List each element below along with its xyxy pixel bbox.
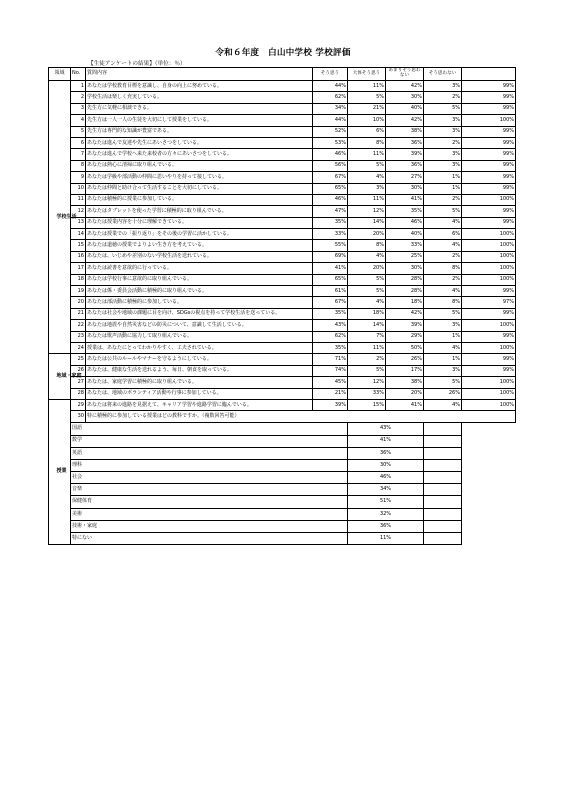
question-text: あなたは進んで友達や先生にあいさつをしている。	[86, 137, 313, 148]
question-text: あなたは部活動に積極的に参加している。	[86, 297, 313, 308]
value-c1: 53%	[313, 137, 348, 148]
value-c3: 20%	[386, 388, 424, 399]
subject-value: 34%	[348, 484, 424, 496]
value-c1: 45%	[313, 377, 348, 388]
value-c5: 99%	[462, 286, 516, 297]
value-c3: 36%	[386, 137, 424, 148]
subject-value: 41%	[348, 435, 424, 447]
value-c5: 100%	[462, 194, 516, 205]
table-row	[49, 399, 516, 410]
value-c2: 18%	[348, 308, 386, 319]
value-c4: 3%	[424, 115, 462, 126]
table-row	[49, 126, 516, 137]
header-no: No.	[71, 68, 86, 81]
page-subtitle: 【生徒アンケートの結果】（単位：％）	[88, 61, 186, 67]
table-row	[49, 274, 516, 285]
question-text: 特に積極的に参加している授業はどの教科ですか。（複数回答可能）	[86, 411, 516, 423]
value-c1: 62%	[313, 331, 348, 342]
table-row	[49, 92, 516, 103]
subject-name: 美術	[71, 508, 348, 520]
value-c5: 99%	[462, 217, 516, 228]
value-c4: 3%	[424, 126, 462, 137]
value-c5: 99%	[462, 308, 516, 319]
value-c3: 26%	[386, 354, 424, 365]
value-c3: 36%	[386, 160, 424, 171]
question-number: 26	[71, 365, 86, 376]
value-c4: 1%	[424, 331, 462, 342]
table-row	[49, 160, 516, 171]
subject-name: 社会	[71, 472, 348, 484]
subject-name: 数学	[71, 435, 348, 447]
value-c4: 6%	[424, 229, 462, 240]
blank-cell	[424, 496, 462, 508]
table-row	[49, 149, 516, 160]
value-c5: 99%	[462, 81, 516, 92]
value-c5: 99%	[462, 149, 516, 160]
question-number: 4	[71, 115, 86, 126]
question-text: あなたは、家庭学習に積極的に取り組んでいる。	[86, 377, 313, 388]
value-c4: 2%	[424, 251, 462, 262]
value-c3: 41%	[386, 399, 424, 410]
question-text: あなたは授業での「振り返り」をその後の学習に活かしている。	[86, 229, 313, 240]
value-c2: 2%	[348, 354, 386, 365]
table-row	[49, 377, 516, 388]
value-c1: 61%	[313, 286, 348, 297]
value-c3: 30%	[386, 183, 424, 194]
table-row	[49, 240, 516, 251]
survey-table	[48, 67, 516, 545]
value-c2: 12%	[348, 377, 386, 388]
value-c4: 1%	[424, 354, 462, 365]
value-c3: 42%	[386, 81, 424, 92]
value-c3: 35%	[386, 206, 424, 217]
value-c4: 26%	[424, 388, 462, 399]
question-number: 3	[71, 103, 86, 114]
value-c3: 40%	[386, 103, 424, 114]
subject-row	[49, 447, 516, 459]
subject-value: 30%	[348, 459, 424, 471]
value-c5: 99%	[462, 331, 516, 342]
subject-row	[49, 484, 516, 496]
value-c3: 42%	[386, 115, 424, 126]
value-c1: 47%	[313, 206, 348, 217]
question-text: あなたは進んで学校へ来た来校者の方々にあいさつをしている。	[86, 149, 313, 160]
value-c4: 1%	[424, 172, 462, 183]
subject-name: 国語	[71, 423, 348, 435]
question-number: 29	[71, 399, 86, 410]
value-c1: 62%	[313, 92, 348, 103]
question-text: あなたは、いじめや差別のない学校生活を送れている。	[86, 251, 313, 262]
value-c5: 100%	[462, 251, 516, 262]
subject-name: 理科	[71, 459, 348, 471]
table-row	[49, 251, 516, 262]
question-text: 学校生活は楽しく充実している。	[86, 92, 313, 103]
table-row-q30	[49, 411, 516, 423]
question-number: 21	[71, 308, 86, 319]
value-c4: 5%	[424, 308, 462, 319]
blank-cell	[424, 520, 462, 532]
question-text: あなたは社会や地域の課題に目を向け、SDGsの視点を持って学校生活を送っている。	[86, 308, 313, 319]
value-c2: 8%	[348, 240, 386, 251]
value-c2: 5%	[348, 274, 386, 285]
subject-row	[49, 472, 516, 484]
question-number: 11	[71, 194, 86, 205]
blank-cell	[424, 459, 462, 471]
header-area: 領域	[49, 68, 71, 81]
value-c1: 44%	[313, 81, 348, 92]
value-c1: 46%	[313, 194, 348, 205]
value-c2: 6%	[348, 126, 386, 137]
value-c2: 8%	[348, 137, 386, 148]
value-c4: 5%	[424, 377, 462, 388]
value-c4: 5%	[424, 103, 462, 114]
value-c1: 69%	[313, 251, 348, 262]
subject-value: 32%	[348, 508, 424, 520]
value-c2: 5%	[348, 286, 386, 297]
question-number: 2	[71, 92, 86, 103]
header-c1: そう思う	[313, 68, 348, 81]
value-c5: 99%	[462, 354, 516, 365]
value-c3: 38%	[386, 377, 424, 388]
question-text: 先生方は専門的な知識が豊富である。	[86, 126, 313, 137]
question-text: あなたは授業内容を十分に理解できている。	[86, 217, 313, 228]
question-number: 22	[71, 320, 86, 331]
question-number: 13	[71, 217, 86, 228]
subject-value: 11%	[348, 533, 424, 545]
value-c5: 99%	[462, 365, 516, 376]
question-number: 9	[71, 172, 86, 183]
value-c2: 4%	[348, 172, 386, 183]
value-c3: 38%	[386, 126, 424, 137]
subject-row	[49, 533, 516, 545]
value-c3: 40%	[386, 229, 424, 240]
area-school-life	[49, 81, 77, 354]
subject-name: 保健体育	[71, 496, 348, 508]
question-text: あなたは読書を意欲的に行っている。	[86, 263, 313, 274]
page-title: 令和６年度 白山中学校 学校評価	[215, 48, 351, 58]
value-c5: 100%	[462, 320, 516, 331]
question-text: あなたは、健康な生活を送れるよう、毎日、朝食を取っている。	[86, 365, 313, 376]
question-number: 1	[71, 81, 86, 92]
blank-cell	[424, 435, 462, 447]
value-c3: 28%	[386, 286, 424, 297]
question-text: あなたは学校行事に意欲的に取り組んでいる。	[86, 274, 313, 285]
table-row	[49, 388, 516, 399]
question-number: 12	[71, 206, 86, 217]
table-row	[49, 183, 516, 194]
value-c1: 65%	[313, 274, 348, 285]
value-c4: 3%	[424, 160, 462, 171]
table-row	[49, 229, 516, 240]
table-row	[49, 137, 516, 148]
question-text: 授業は、あなたにとってわかりやすく、工夫されている。	[86, 342, 313, 353]
value-c5: 99%	[462, 206, 516, 217]
value-c4: 2%	[424, 274, 462, 285]
question-text: あなたは係・委員会活動に積極的に取り組んでいる。	[86, 286, 313, 297]
value-c5: 100%	[462, 240, 516, 251]
value-c1: 55%	[313, 240, 348, 251]
table-row	[49, 297, 516, 308]
blank-cell	[424, 508, 462, 520]
table-row	[49, 308, 516, 319]
value-c3: 41%	[386, 194, 424, 205]
value-c5: 100%	[462, 115, 516, 126]
value-c4: 8%	[424, 263, 462, 274]
value-c2: 11%	[348, 342, 386, 353]
subject-name: 英語	[71, 447, 348, 459]
value-c2: 4%	[348, 251, 386, 262]
subject-row	[49, 435, 516, 447]
value-c3: 25%	[386, 251, 424, 262]
value-c5: 99%	[462, 183, 516, 194]
header-c3: あまりそう思わない	[386, 68, 424, 81]
value-c4: 4%	[424, 286, 462, 297]
value-c3: 30%	[386, 263, 424, 274]
value-c4: 2%	[424, 137, 462, 148]
value-c4: 2%	[424, 92, 462, 103]
value-c3: 27%	[386, 172, 424, 183]
header-c2: 大体そう思う	[348, 68, 386, 81]
value-c1: 35%	[313, 342, 348, 353]
subject-name: 音楽	[71, 484, 348, 496]
question-number: 5	[71, 126, 86, 137]
value-c5: 100%	[462, 399, 516, 410]
question-number: 20	[71, 297, 86, 308]
value-c4: 3%	[424, 149, 462, 160]
value-c2: 5%	[348, 160, 386, 171]
area-label: 授業	[56, 468, 67, 475]
table-row	[49, 206, 516, 217]
value-c5: 99%	[462, 103, 516, 114]
value-c4: 1%	[424, 183, 462, 194]
value-c2: 3%	[348, 183, 386, 194]
value-c2: 20%	[348, 229, 386, 240]
question-text: 先生方は一人一人の生徒を大切にして授業をしている。	[86, 115, 313, 126]
value-c2: 12%	[348, 206, 386, 217]
table-row	[49, 342, 516, 353]
question-number: 23	[71, 331, 86, 342]
value-c5: 99%	[462, 92, 516, 103]
blank-cell	[424, 472, 462, 484]
value-c1: 65%	[313, 183, 348, 194]
value-c3: 30%	[386, 92, 424, 103]
question-number: 19	[71, 286, 86, 297]
header-c5	[462, 68, 516, 81]
value-c4: 4%	[424, 342, 462, 353]
blank-cell	[424, 423, 462, 435]
header-c4: そう思わない	[424, 68, 462, 81]
subject-value: 36%	[348, 520, 424, 532]
value-c1: 35%	[313, 217, 348, 228]
value-c2: 5%	[348, 365, 386, 376]
question-number: 15	[71, 240, 86, 251]
value-c1: 41%	[313, 263, 348, 274]
value-c3: 29%	[386, 331, 424, 342]
question-text: あなたは、地域のボランティア活動や行事に参加している。	[86, 388, 313, 399]
question-number: 25	[71, 354, 86, 365]
table-row	[49, 217, 516, 228]
value-c1: 56%	[313, 160, 348, 171]
question-number: 27	[71, 377, 86, 388]
table-row	[49, 172, 516, 183]
value-c4: 4%	[424, 399, 462, 410]
question-number: 28	[71, 388, 86, 399]
value-c4: 5%	[424, 206, 462, 217]
value-c1: 46%	[313, 149, 348, 160]
subject-row	[49, 496, 516, 508]
value-c3: 17%	[386, 365, 424, 376]
header-row	[49, 68, 516, 81]
question-text: あなたは積極的に授業に参加している。	[86, 194, 313, 205]
value-c5: 100%	[462, 229, 516, 240]
value-c5: 99%	[462, 160, 516, 171]
value-c5: 99%	[462, 172, 516, 183]
value-c5: 99%	[462, 137, 516, 148]
value-c2: 11%	[348, 194, 386, 205]
question-number: 24	[71, 342, 86, 353]
value-c4: 4%	[424, 240, 462, 251]
table-row	[49, 115, 516, 126]
value-c2: 5%	[348, 92, 386, 103]
value-c4: 4%	[424, 217, 462, 228]
subject-row	[49, 459, 516, 471]
blank-cell	[424, 533, 462, 545]
table-row	[49, 320, 516, 331]
value-c4: 8%	[424, 297, 462, 308]
question-text: あなたは公共のルールやマナーを守るようにしている。	[86, 354, 313, 365]
value-c2: 4%	[348, 297, 386, 308]
question-text: あなたは歌声活動に協力して取り組んでいる。	[86, 331, 313, 342]
table-row	[49, 354, 516, 365]
value-c2: 14%	[348, 320, 386, 331]
value-c1: 67%	[313, 172, 348, 183]
area-label: 地域・家庭	[56, 373, 82, 380]
value-c5: 99%	[462, 126, 516, 137]
value-c2: 7%	[348, 331, 386, 342]
area-label: 学校生活	[56, 213, 77, 220]
value-c1: 21%	[313, 388, 348, 399]
question-number: 14	[71, 229, 86, 240]
question-number: 17	[71, 263, 86, 274]
value-c1: 71%	[313, 354, 348, 365]
value-c5: 100%	[462, 377, 516, 388]
value-c1: 44%	[313, 115, 348, 126]
subject-value: 36%	[348, 447, 424, 459]
value-c4: 3%	[424, 81, 462, 92]
value-c1: 33%	[313, 229, 348, 240]
subject-row	[49, 520, 516, 532]
value-c4: 2%	[424, 194, 462, 205]
question-number: 30	[71, 411, 86, 423]
value-c3: 42%	[386, 308, 424, 319]
question-number: 8	[71, 160, 86, 171]
question-text: あなたは熱心に清掃に取り組んでいる。	[86, 160, 313, 171]
value-c3: 50%	[386, 342, 424, 353]
value-c1: 52%	[313, 126, 348, 137]
table-row	[49, 365, 516, 376]
table-row	[49, 331, 516, 342]
subject-name: 特にない	[71, 533, 348, 545]
table-row	[49, 263, 516, 274]
table-row	[49, 81, 516, 92]
value-c3: 18%	[386, 297, 424, 308]
subject-value: 46%	[348, 472, 424, 484]
value-c2: 14%	[348, 217, 386, 228]
value-c2: 11%	[348, 81, 386, 92]
subject-row	[49, 508, 516, 520]
value-c5: 100%	[462, 263, 516, 274]
subject-name: 技術・家庭	[71, 520, 348, 532]
table-row	[49, 103, 516, 114]
value-c3: 33%	[386, 240, 424, 251]
value-c2: 15%	[348, 399, 386, 410]
question-number: 10	[71, 183, 86, 194]
value-c1: 74%	[313, 365, 348, 376]
area-classes	[49, 399, 71, 544]
value-c4: 3%	[424, 365, 462, 376]
question-text: あなたは地震や自然災害などの防災について、意識して生活している。	[86, 320, 313, 331]
question-number: 18	[71, 274, 86, 285]
value-c5: 100%	[462, 388, 516, 399]
value-c2: 33%	[348, 388, 386, 399]
header-question: 質問内容	[86, 68, 313, 81]
value-c2: 11%	[348, 149, 386, 160]
value-c1: 43%	[313, 320, 348, 331]
question-text: あなたは学級や部活動の仲間に思いやりを持って接している。	[86, 172, 313, 183]
table-row	[49, 194, 516, 205]
question-text: あなたは道徳の授業でよりよい生き方を考えている。	[86, 240, 313, 251]
value-c3: 39%	[386, 149, 424, 160]
value-c1: 35%	[313, 308, 348, 319]
subject-value: 43%	[348, 423, 424, 435]
question-text: 先生方に気軽に相談できる。	[86, 103, 313, 114]
value-c3: 46%	[386, 217, 424, 228]
blank-cell	[424, 484, 462, 496]
value-c2: 21%	[348, 103, 386, 114]
value-c3: 39%	[386, 320, 424, 331]
value-c3: 28%	[386, 274, 424, 285]
question-text: あなたは学校教育目標を意識し、自身の向上に努めている。	[86, 81, 313, 92]
value-c1: 34%	[313, 103, 348, 114]
question-text: あなたはタブレットを使った学習に積極的に取り組んでいる。	[86, 206, 313, 217]
value-c2: 10%	[348, 115, 386, 126]
subject-row	[49, 423, 516, 435]
question-number: 16	[71, 251, 86, 262]
value-c5: 97%	[462, 297, 516, 308]
blank-cell	[424, 447, 462, 459]
question-text: あなたは将来の進路を見据えて、キャリア学習や進路学習に臨んでいる。	[86, 399, 313, 410]
question-number: 6	[71, 137, 86, 148]
value-c5: 100%	[462, 274, 516, 285]
table-row	[49, 286, 516, 297]
value-c2: 20%	[348, 263, 386, 274]
question-number: 7	[71, 149, 86, 160]
value-c1: 39%	[313, 399, 348, 410]
value-c5: 100%	[462, 342, 516, 353]
value-c1: 67%	[313, 297, 348, 308]
question-text: あなたは仲間と助け合って生活することを大切にしている。	[86, 183, 313, 194]
subject-value: 51%	[348, 496, 424, 508]
value-c4: 3%	[424, 320, 462, 331]
